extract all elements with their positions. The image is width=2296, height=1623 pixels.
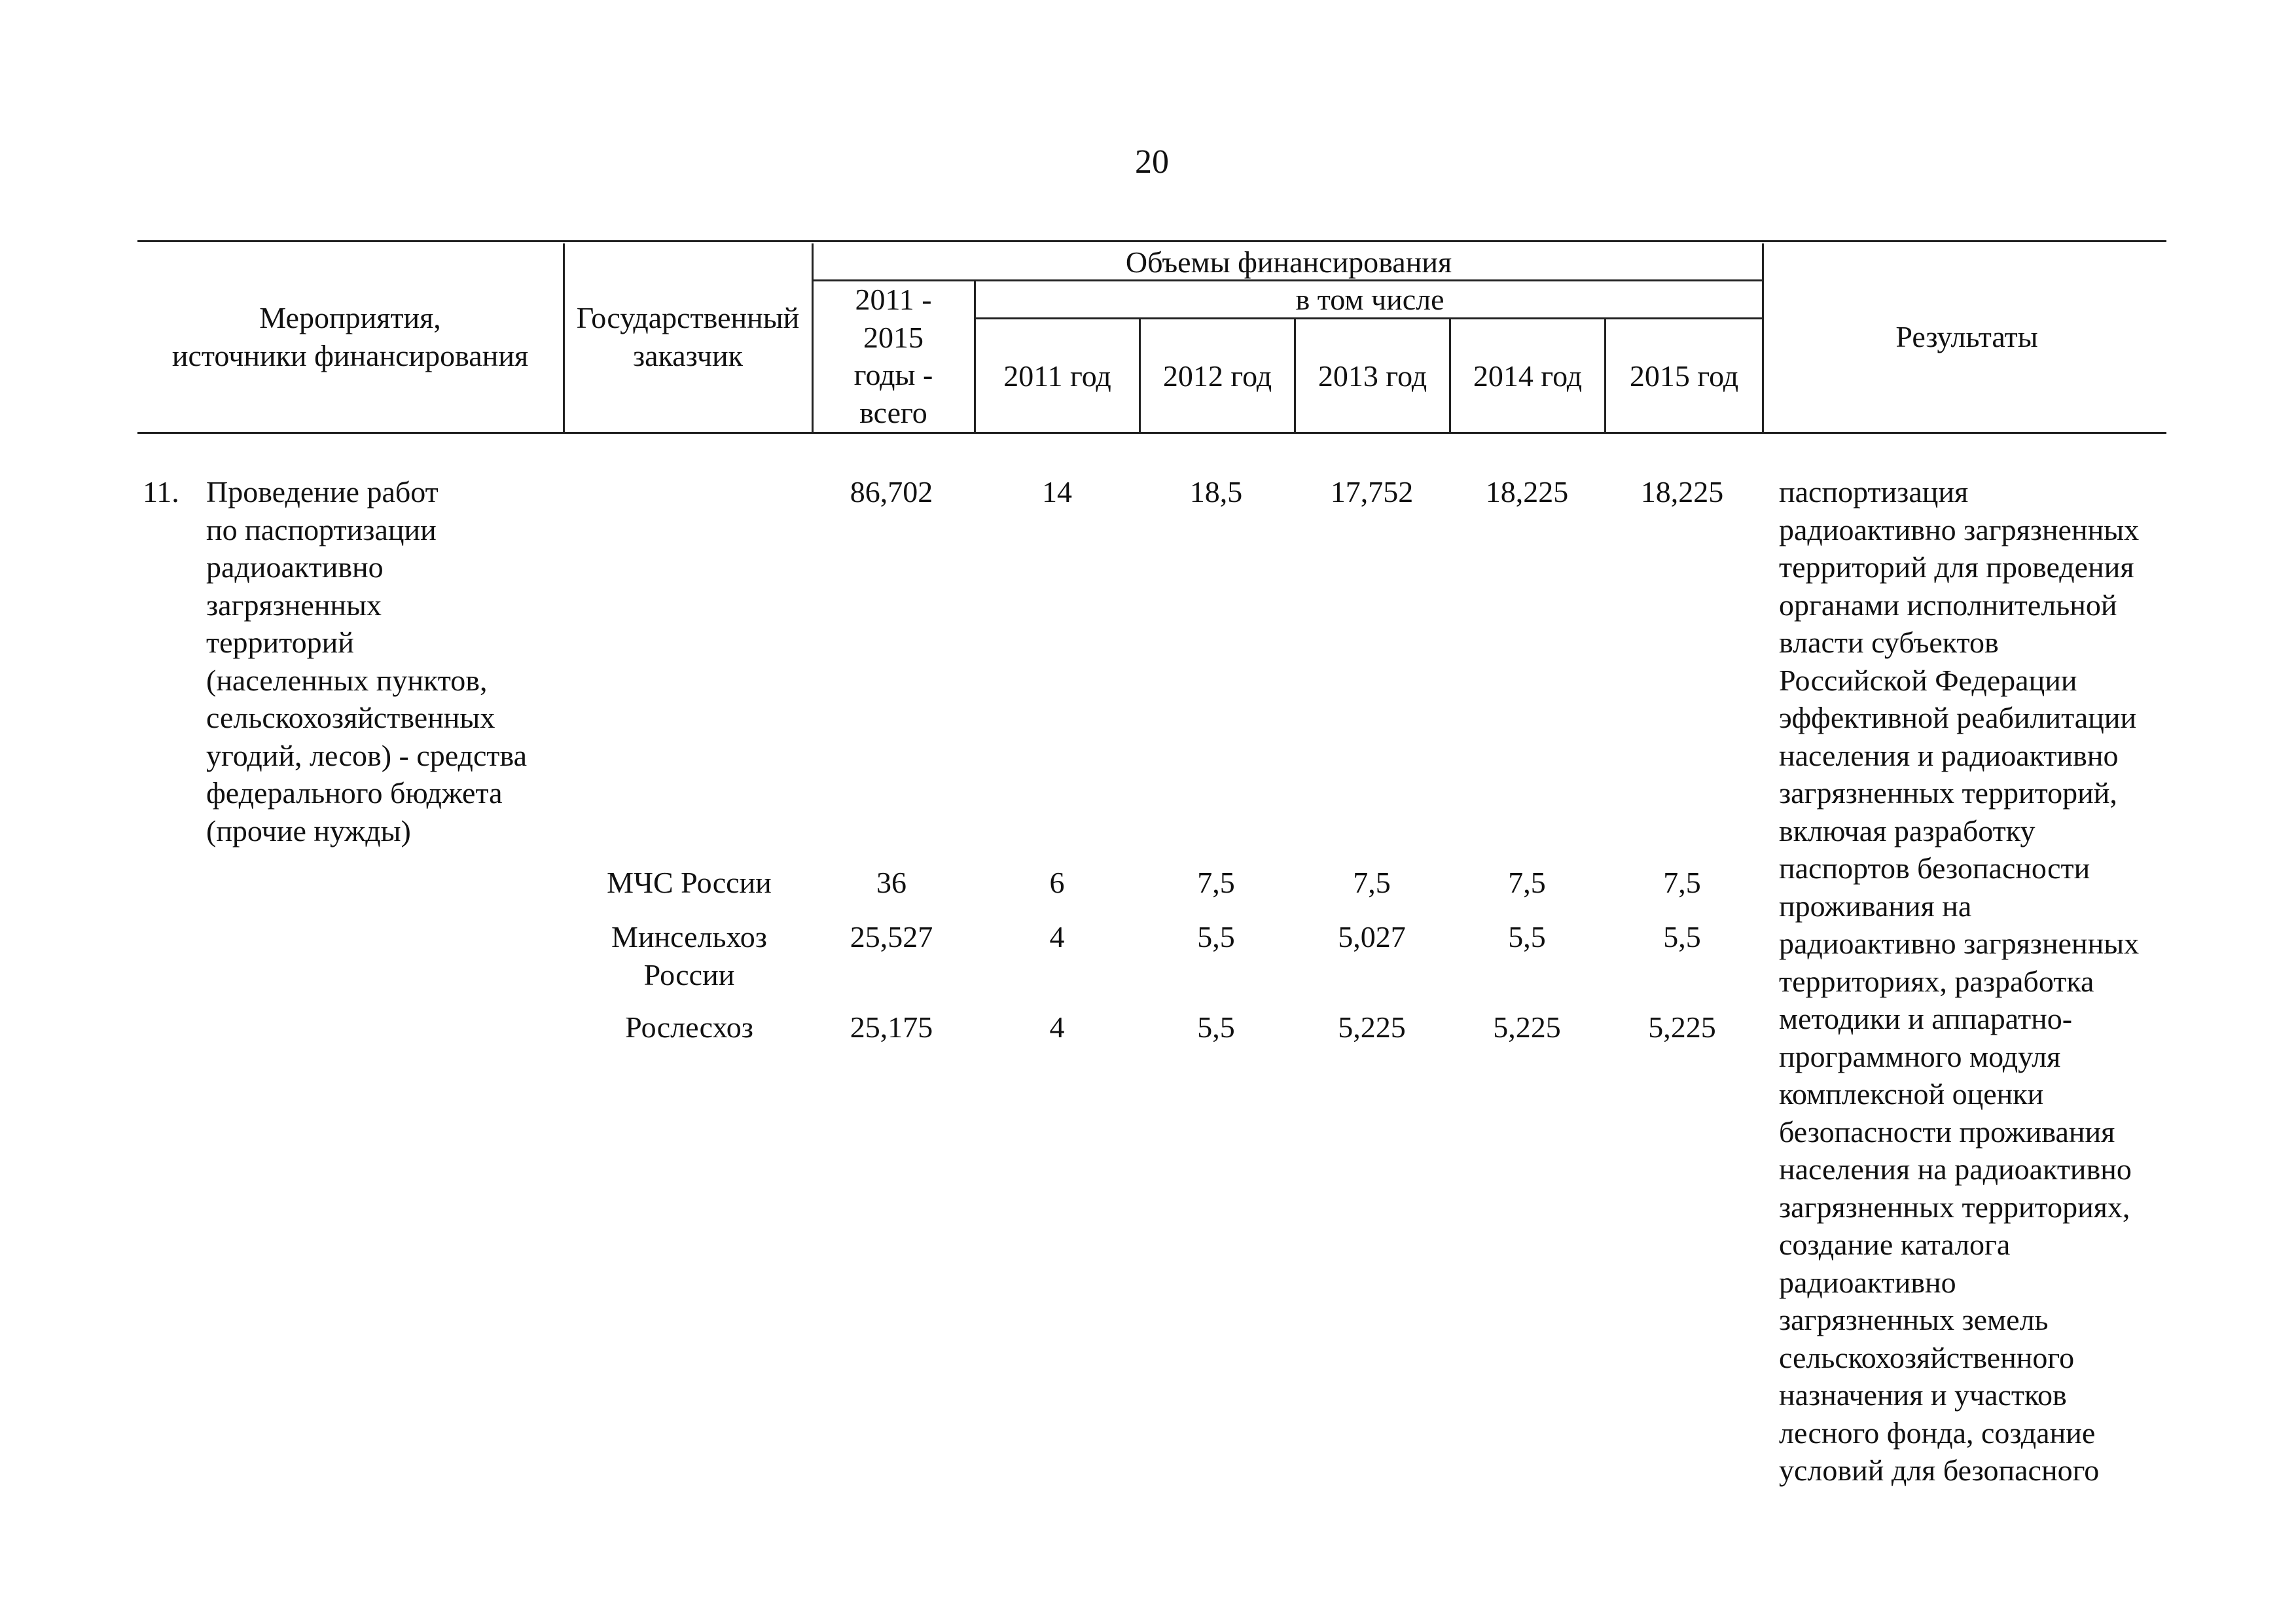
rosleskhoz-total: 25,175 [850,1010,933,1044]
mchs-total: 36 [876,866,906,899]
total-2012: 18,5 [1189,475,1243,508]
table-header-bottom-border [137,432,2166,434]
minselkhoz-2014: 5,5 [1508,920,1546,954]
col-divider-2012 [1139,319,1141,433]
header-year-2015: 2015 год [1629,359,1739,393]
header-results: Результаты [1895,320,2038,353]
rosleskhoz-2015: 5,225 [1648,1010,1716,1044]
measure-text: Проведение работ по паспортизации радиоактивно загрязненных территорий (населенных пунктов, сельскохозяйственных угодий, лесов) - средства федерального бюджета (прочие нужды) [206,475,528,847]
mchs-2015: 7,5 [1663,866,1701,899]
minselkhoz-total: 25,527 [850,920,933,954]
col-divider-2014 [1449,319,1451,433]
header-total-period: 2011 - 2015 годы - всего [853,283,933,429]
col-divider-2011 [974,281,976,433]
minselkhoz-2015: 5,5 [1663,920,1701,954]
header-funding-volumes: Объемы финансирования [1125,245,1452,279]
total-2013: 17,752 [1330,475,1414,508]
col-divider-customer [563,243,565,433]
col-divider-2015 [1604,319,1606,433]
header-measures: Мероприятия, источники финансирования [171,301,529,372]
total-2014: 18,225 [1485,475,1569,508]
table-top-border [137,240,2166,242]
total-2015: 18,225 [1640,475,1724,508]
header-year-2011: 2011 год [1003,359,1111,393]
header-including: в том числе [1295,283,1444,316]
customer-name-rosleskhoz: Рослесхоз [625,1010,753,1044]
rosleskhoz-2012: 5,5 [1197,1010,1235,1044]
col-divider-2013 [1294,319,1296,433]
minselkhoz-2013: 5,027 [1338,920,1406,954]
total-all: 86,702 [850,475,933,508]
header-year-2013: 2013 год [1318,359,1427,393]
mchs-2011: 6 [1049,866,1065,899]
col-divider-total-left [812,243,814,433]
page-number: 20 [1135,143,1169,181]
header-year-2012: 2012 год [1162,359,1272,393]
rosleskhoz-2013: 5,225 [1338,1010,1406,1044]
customer-name-minselkhoz: Минсельхоз России [611,920,767,991]
results-text: паспортизация радиоактивно загрязненных территорий для проведения органами исполнительной власти субъектов Российской Федерации эффективной реабилитации населения и радиоактивно загрязненных территорий, включая разработку паспортов безопасности проживания на радиоактивно загрязненных территориях, разработка методики и аппаратно- программного модуля комплексной оценки безопасности проживания населения на радиоактивно загрязненных территориях, создание каталога радиоактивно загрязненных земель сельскохозяйственного назначения и участков лесного фонда, создание условий для безопасного [1779,475,2140,1487]
mchs-2012: 7,5 [1197,866,1235,899]
minselkhoz-2011: 4 [1049,920,1065,954]
header-customer: Государственный заказчик [576,301,800,372]
mchs-2013: 7,5 [1353,866,1391,899]
header-year-2014: 2014 год [1473,359,1583,393]
total-2011: 14 [1042,475,1072,508]
rosleskhoz-2011: 4 [1049,1010,1065,1044]
customer-name-mchs: МЧС России [607,866,772,899]
mchs-2014: 7,5 [1508,866,1546,899]
row-number: 11. [143,475,179,508]
minselkhoz-2012: 5,5 [1197,920,1235,954]
rosleskhoz-2014: 5,225 [1493,1010,1561,1044]
